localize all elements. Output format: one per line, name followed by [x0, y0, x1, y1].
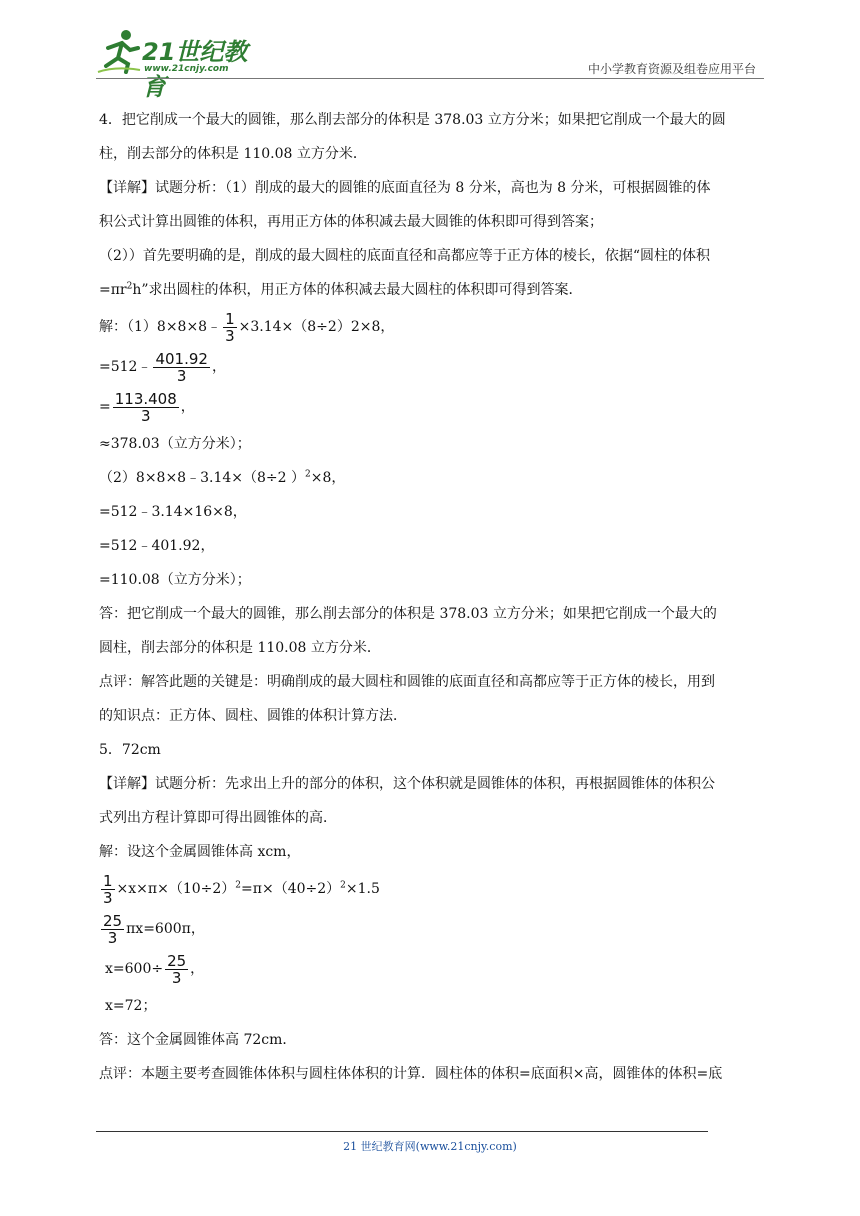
fraction — [113, 391, 179, 424]
text-span: ， — [180, 399, 195, 415]
fraction — [165, 953, 188, 986]
text-line: 【详解】试题分析：（1）削成的最大的圆锥的底面直径为 8 分米，高也为 8 分米，可根据圆锥的体 — [99, 180, 711, 196]
text-span: πx=600π， — [126, 921, 205, 937]
text-line — [99, 273, 765, 307]
fraction — [153, 351, 210, 384]
denominator: 3 — [103, 888, 113, 907]
fraction — [223, 311, 237, 344]
numerator: 113.408 — [114, 389, 177, 408]
text-line: 点评：解答此题的关键是：明确削成的最大圆柱和圆锥的底面直径和高都应等于正方体的棱长，用到 — [99, 674, 715, 690]
text-span: = — [99, 399, 111, 415]
formula-line — [99, 869, 765, 909]
text-line: 解：设这个金属圆锥体高 xcm， — [99, 844, 301, 860]
formula-line — [99, 307, 765, 347]
logo-url: www.21cnjy.com — [144, 64, 229, 74]
text-line: 点评：本题主要考查圆锥体体积与圆柱体体积的计算．圆柱体的体积=底面积×高，圆锥体的体积=底 — [99, 1066, 723, 1082]
denominator: 3 — [107, 928, 118, 947]
text-line: 5．72cm — [99, 742, 161, 758]
text-span: =π×（40÷2） — [241, 881, 341, 897]
runner-icon — [96, 26, 142, 76]
text-line: 圆柱，削去部分的体积是 110.08 立方分米． — [99, 640, 381, 656]
text-line: 积公式计算出圆锥的体积，再用正方体的体积减去最大圆锥的体积即可得到答案； — [99, 214, 603, 230]
header-divider — [96, 78, 764, 79]
header-platform-text: 中小学教育资源及组卷应用平台 — [587, 62, 756, 76]
text-span: h”求出圆柱的体积，用正方体的体积减去最大圆柱的体积即可得到答案． — [132, 282, 583, 298]
denominator: 3 — [225, 326, 235, 345]
numerator: 1 — [225, 309, 235, 328]
text-span: ×1.5 — [345, 881, 380, 897]
text-line: =512﹣3.14×16×8， — [99, 504, 247, 520]
text-span: （2）8×8×8﹣3.14×（8÷2 ） — [99, 470, 305, 486]
text-line: =110.08（立方分米）； — [99, 572, 251, 588]
numerator: 25 — [167, 951, 187, 970]
text-line: 【详解】试题分析：先求出上升的部分的体积，这个体积就是圆锥体的体积，再根据圆锥体的体积公 — [99, 776, 715, 792]
text-span: =512﹣ — [99, 359, 152, 375]
numerator: 25 — [103, 911, 123, 930]
document-body — [99, 103, 765, 1091]
formula-line — [99, 347, 765, 387]
fraction — [101, 913, 124, 946]
superscript: 2 — [235, 880, 242, 891]
numerator: 1 — [103, 871, 113, 890]
denominator: 3 — [176, 366, 187, 385]
denominator: 3 — [140, 406, 151, 425]
superscript: 2 — [340, 880, 346, 891]
text-line: =512﹣401.92， — [99, 538, 215, 554]
text-line: 式列出方程计算即可得出圆锥体的高． — [99, 810, 337, 826]
numerator: 401.92 — [155, 349, 208, 368]
logo-text: 21世纪教育 — [142, 38, 248, 101]
site-logo — [96, 26, 266, 101]
text-span: ×8， — [310, 470, 346, 486]
formula-line — [99, 949, 765, 989]
text-line: 柱，削去部分的体积是 110.08 立方分米． — [99, 146, 367, 162]
fraction — [101, 873, 115, 906]
page-header — [96, 26, 760, 101]
footer-divider — [96, 1131, 708, 1132]
text-span: x=600÷ — [105, 961, 164, 977]
text-span: 解：（1）8×8×8﹣ — [99, 319, 222, 335]
text-line — [99, 461, 765, 495]
formula-line — [99, 387, 765, 427]
text-line: 答：把它削成一个最大的圆锥，那么削去部分的体积是 378.03 立方分米；如果把它削成一个最大的 — [99, 606, 717, 622]
text-span: ， — [211, 359, 226, 375]
text-line: 答：这个金属圆锥体高 72cm． — [99, 1032, 297, 1048]
denominator: 3 — [171, 968, 182, 987]
text-span: ， — [190, 961, 205, 977]
superscript: 2 — [126, 281, 133, 292]
text-span: =πr — [99, 282, 127, 298]
text-line: 的知识点：正方体、圆柱、圆锥的体积计算方法． — [99, 708, 407, 724]
text-span: ×x×π×（10÷2） — [116, 881, 236, 897]
text-line: x=72； — [105, 998, 157, 1014]
footer-link[interactable]: 21 世纪教育网(www.21cnjy.com) — [343, 1140, 517, 1153]
text-line: （2））首先要明确的是，削成的最大圆柱的底面直径和高都应等于正方体的棱长，依据“圆柱的体积 — [99, 248, 711, 264]
formula-line — [99, 909, 765, 949]
text-span: ×3.14×（8÷2）2×8， — [238, 319, 395, 335]
text-line: ≈378.03（立方分米）； — [99, 436, 251, 452]
superscript: 2 — [305, 469, 311, 480]
text-line: 4．把它削成一个最大的圆锥，那么削去部分的体积是 378.03 立方分米；如果把它削成一个最大的圆 — [99, 112, 726, 128]
